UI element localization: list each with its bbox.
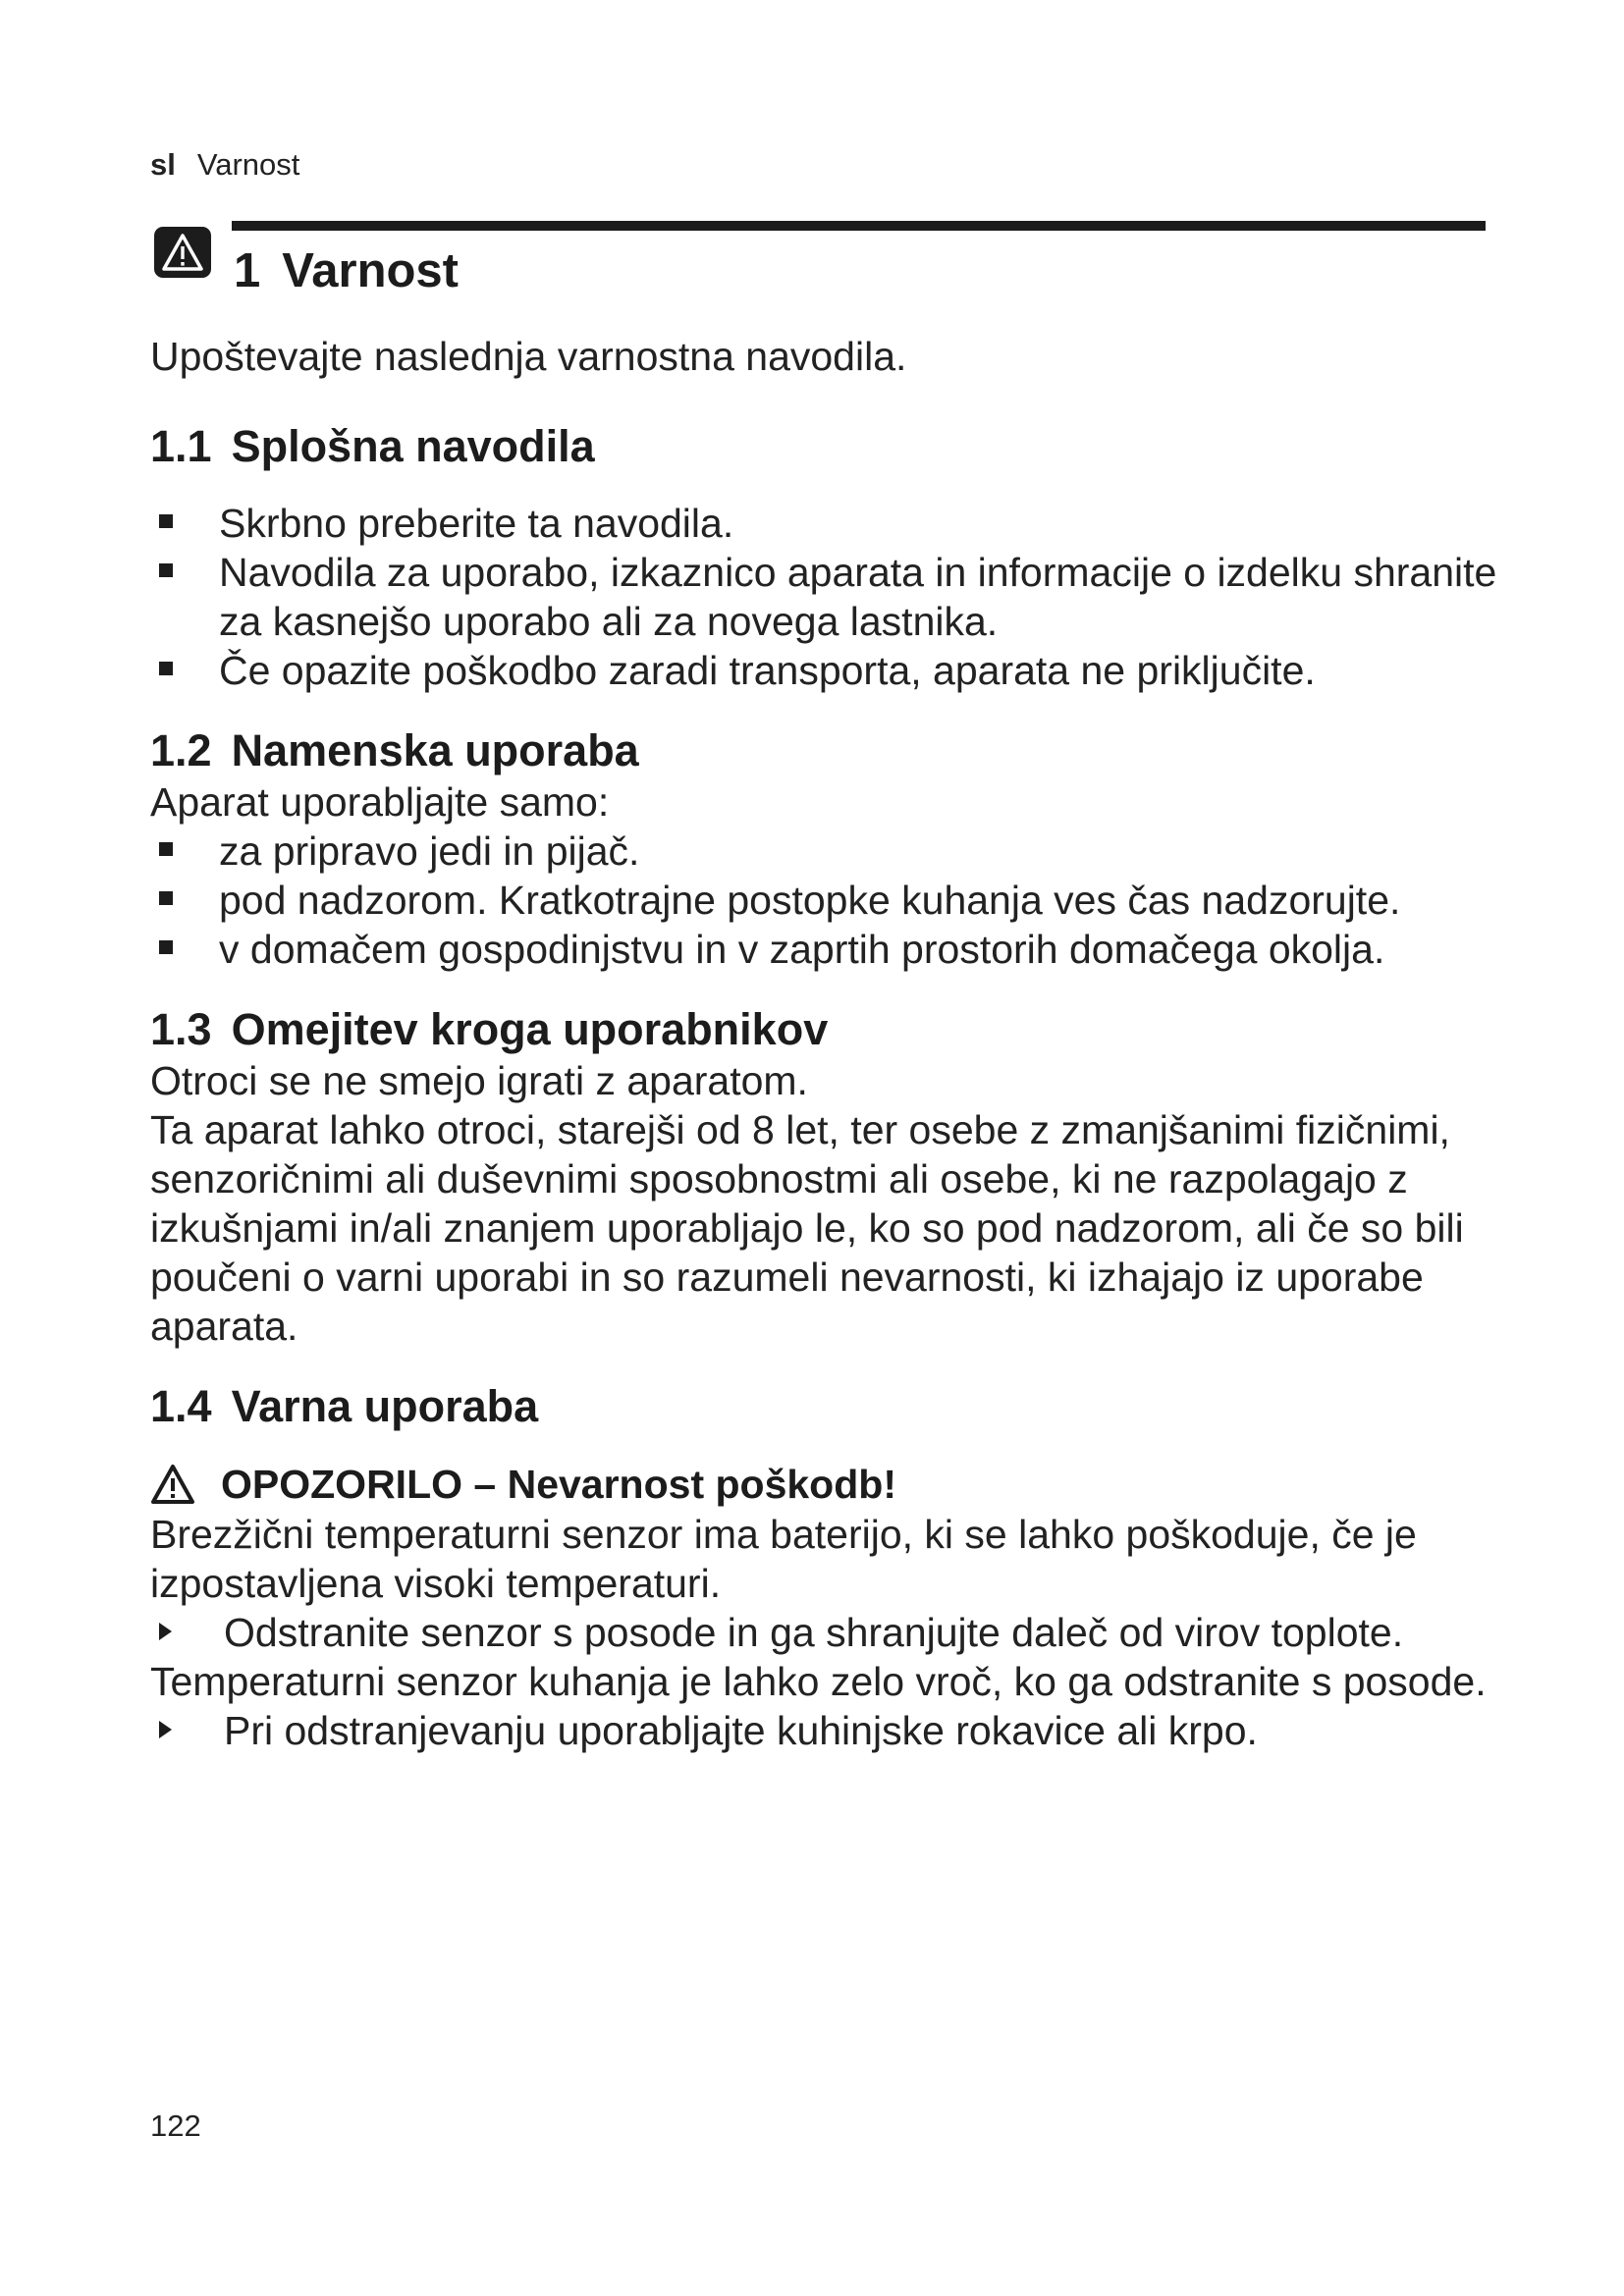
section-number: 1.3 (150, 1004, 212, 1054)
action-arrow-icon (159, 1721, 172, 1738)
action-list (150, 1706, 1505, 1755)
bullet-square-icon (159, 514, 173, 528)
chapter-number: 1 (234, 244, 261, 297)
action-text: Odstranite senzor s posode in ga shranjujte daleč od virov toplote. (224, 1610, 1404, 1655)
section-intended-use (150, 724, 1505, 974)
action-arrow-icon (159, 1623, 172, 1640)
section-number: 1.1 (150, 421, 212, 471)
bullet-square-icon (159, 662, 173, 675)
running-header (150, 147, 299, 183)
list-item (150, 827, 1505, 876)
list-item-text: Skrbno preberite ta navodila. (219, 501, 734, 546)
paragraph: Ta aparat lahko otroci, starejši od 8 let, ter osebe z zmanjšanimi fizičnimi, senzoričnimi ali duševnimi sposobnostmi ali osebe, ki ne razpolagajo z izkušnjami in/ali znanjem uporabljajo le, ko so pod nadzorom, ali če so bili poučeni o varni uporabi in so razumeli nevarnosti, ki izhajajo iz uporabe aparata. (150, 1107, 1464, 1349)
list-item-text: za pripravo jedi in pijač. (219, 828, 640, 874)
bullet-list (150, 827, 1505, 974)
section-lead: Aparat uporabljajte samo: (150, 779, 610, 825)
warning-heading (150, 1459, 1505, 1510)
list-item (150, 499, 1505, 548)
list-item (150, 548, 1505, 646)
chapter-intro: Upoštevajte naslednja varnostna navodila. (150, 334, 907, 379)
list-item-text: Navodila za uporabo, izkaznico aparata in informacije o izdelku shranite za kasnejšo uporabo ali za novega lastnika. (219, 550, 1497, 644)
action-list (150, 1608, 1505, 1657)
action-text: Pri odstranjevanju uporabljajte kuhinjske rokavice ali krpo. (224, 1708, 1258, 1753)
section-heading (150, 1003, 1505, 1056)
list-item (150, 925, 1505, 974)
list-item-text: Če opazite poškodbo zaradi transporta, aparata ne priključite. (219, 648, 1316, 693)
section-user-restrictions (150, 1003, 1505, 1351)
bullet-square-icon (159, 842, 173, 856)
page-number: 122 (150, 2109, 201, 2143)
list-item (150, 646, 1505, 695)
section-title: Varna uporaba (231, 1381, 539, 1431)
bullet-list (150, 499, 1505, 695)
section-general-instructions (150, 420, 1505, 695)
list-item (150, 876, 1505, 925)
action-item (150, 1608, 1505, 1657)
warning-triangle-icon (150, 1464, 195, 1505)
section-number: 1.2 (150, 725, 212, 775)
bullet-square-icon (159, 891, 173, 905)
section-heading (150, 724, 1505, 777)
warning-box-icon (152, 225, 213, 280)
list-item-text: v domačem gospodinjstvu in v zaprtih prostorih domačega okolja. (219, 927, 1385, 972)
running-header-section: Varnost (196, 147, 300, 182)
bullet-square-icon (159, 563, 173, 577)
section-title: Splošna navodila (231, 421, 595, 471)
warning-text: Brezžični temperaturni senzor ima baterijo, ki se lahko poškoduje, če je izpostavljena visoki temperaturi. (150, 1512, 1417, 1606)
section-number: 1.4 (150, 1381, 212, 1431)
chapter-title-text: Varnost (282, 244, 459, 297)
section-heading (150, 420, 1505, 473)
section-heading (150, 1380, 1505, 1433)
chapter-rule (232, 221, 1486, 231)
language-code: sl (150, 147, 176, 182)
section-title: Omejitev kroga uporabnikov (231, 1004, 829, 1054)
warning-title: OPOZORILO – Nevarnost poškodb! (221, 1462, 896, 1507)
chapter-title (234, 241, 459, 300)
section-title: Namenska uporaba (231, 725, 639, 775)
page-content (150, 332, 1505, 1785)
section-safe-use (150, 1380, 1505, 1755)
warning-text: Temperaturni senzor kuhanja je lahko zelo vroč, ko ga odstranite s posode. (150, 1659, 1487, 1704)
action-item (150, 1706, 1505, 1755)
bullet-square-icon (159, 940, 173, 954)
paragraph: Otroci se ne smejo igrati z aparatom. (150, 1058, 808, 1103)
list-item-text: pod nadzorom. Kratkotrajne postopke kuhanja ves čas nadzorujte. (219, 878, 1401, 923)
